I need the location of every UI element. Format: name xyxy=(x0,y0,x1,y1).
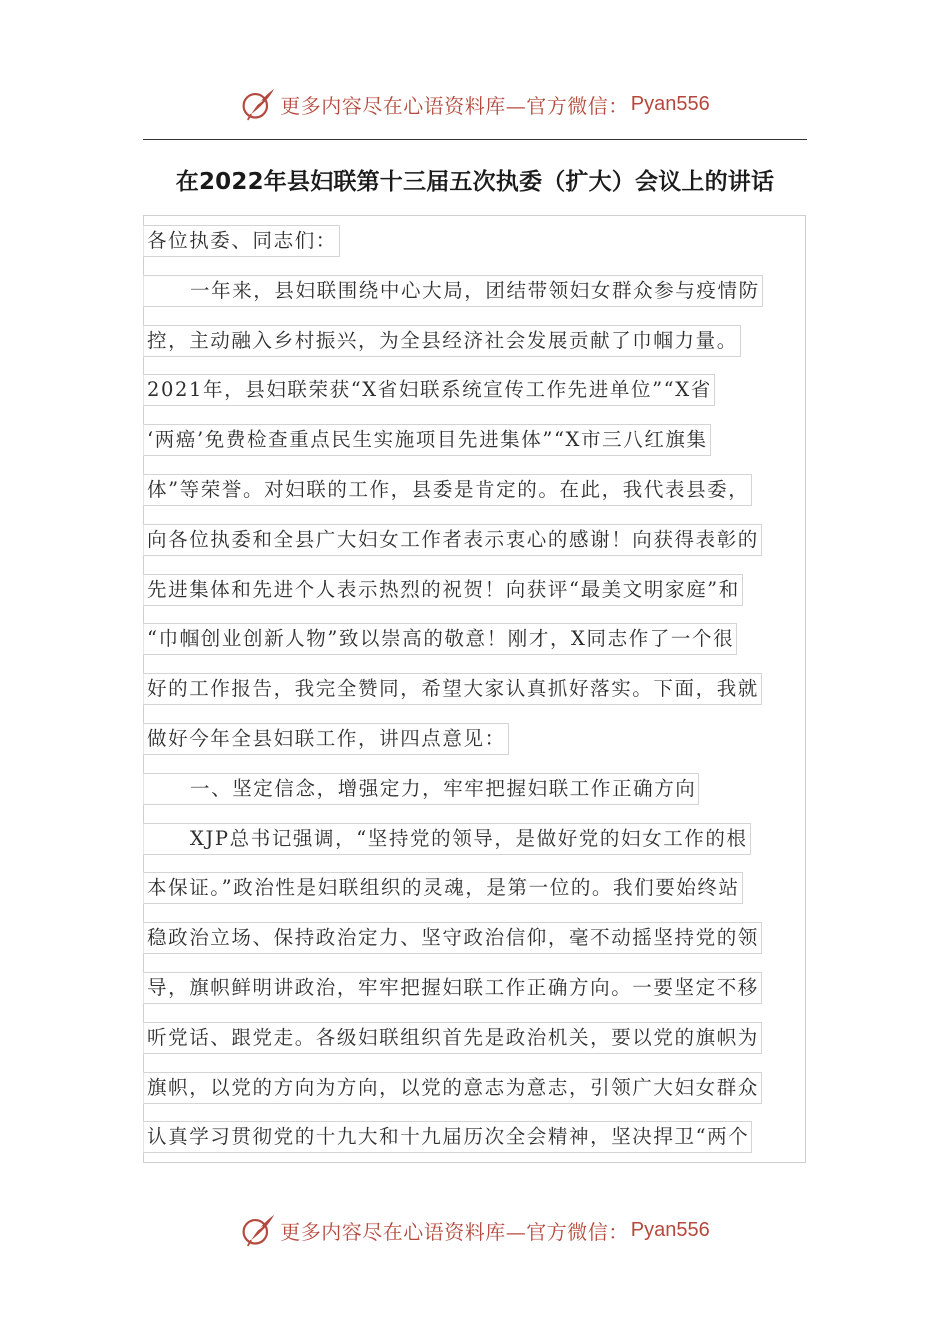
text-line xyxy=(143,872,807,922)
text-line xyxy=(143,275,807,325)
line-text: 先进集体和先进个人表示热烈的祝贺！向获评“最美文明家庭”和 xyxy=(143,574,743,606)
text-line xyxy=(143,1022,807,1072)
watermark-wechat-id: Pyan556 xyxy=(630,92,710,115)
watermark-text: 更多内容尽在心语资料库—官方微信： xyxy=(280,93,629,118)
text-line xyxy=(143,1121,807,1171)
line-text: 体”等荣誉。对妇联的工作，县委是肯定的。在此，我代表县委， xyxy=(143,474,752,506)
line-text: 各位执委、同志们： xyxy=(143,225,340,257)
text-line xyxy=(143,325,807,375)
line-text: 一、坚定信念，增强定力，牢牢把握妇联工作正确方向 xyxy=(143,773,699,805)
line-text: 导，旗帜鲜明讲政治，牢牢把握妇联工作正确方向。一要坚定不移 xyxy=(143,972,762,1004)
section-heading xyxy=(143,773,807,823)
text-line xyxy=(143,374,807,424)
text-line xyxy=(143,723,807,773)
line-text: 稳政治立场、保持政治定力、坚守政治信仰，毫不动摇坚持党的领 xyxy=(143,922,762,954)
line-text: 做好今年全县妇联工作，讲四点意见： xyxy=(143,723,509,755)
line-text: 一年来，县妇联围绕中心大局，团结带领妇女群众参与疫情防 xyxy=(143,275,763,307)
line-text: 本保证。”政治性是妇联组织的灵魂，是第一位的。我们要始终站 xyxy=(143,872,743,904)
watermark-wechat-id: Pyan556 xyxy=(630,1218,710,1241)
line-text: “巾帼创业创新人物”致以崇高的敬意！刚才，X同志作了一个很 xyxy=(143,623,737,655)
line-text: 认真学习贯彻党的十九大和十九届历次全会精神，坚决捍卫“两个 xyxy=(143,1121,752,1153)
quill-logo-icon xyxy=(240,86,276,122)
text-line xyxy=(143,1072,807,1122)
text-line xyxy=(143,524,807,574)
quill-logo-icon xyxy=(240,1212,276,1248)
line-text: 向各位执委和全县广大妇女工作者表示衷心的感谢！向获得表彰的 xyxy=(143,524,762,556)
watermark-text: 更多内容尽在心语资料库—官方微信： xyxy=(280,1219,629,1244)
watermark-header xyxy=(0,82,950,126)
line-text: 好的工作报告，我完全赞同，希望大家认真抓好落实。下面，我就 xyxy=(143,673,762,705)
watermark-footer xyxy=(0,1208,950,1252)
document-title: 在2022年县妇联第十三届五次执委（扩大）会议上的讲话 xyxy=(175,169,775,195)
header-divider xyxy=(143,139,807,140)
line-text: ‘两癌’免费检查重点民生实施项目先进集体”“X市三八红旗集 xyxy=(143,424,711,456)
text-line xyxy=(143,474,807,524)
line-text: 听党话、跟党走。各级妇联组织首先是政治机关，要以党的旗帜为 xyxy=(143,1022,762,1054)
document-body xyxy=(143,225,807,1171)
text-line xyxy=(143,972,807,1022)
text-line xyxy=(143,623,807,673)
text-line xyxy=(143,922,807,972)
text-line xyxy=(143,673,807,723)
text-line xyxy=(143,823,807,873)
line-text: 旗帜，以党的方向为方向，以党的意志为意志，引领广大妇女群众 xyxy=(143,1072,762,1104)
text-line xyxy=(143,574,807,624)
text-line xyxy=(143,225,807,275)
line-text: 控，主动融入乡村振兴，为全县经济社会发展贡献了巾帼力量。 xyxy=(143,325,741,357)
line-text: XJP总书记强调，“坚持党的领导，是做好党的妇女工作的根 xyxy=(143,823,751,855)
line-text: 2021年，县妇联荣获“X省妇联系统宣传工作先进单位”“X省 xyxy=(143,374,715,406)
text-line xyxy=(143,424,807,474)
